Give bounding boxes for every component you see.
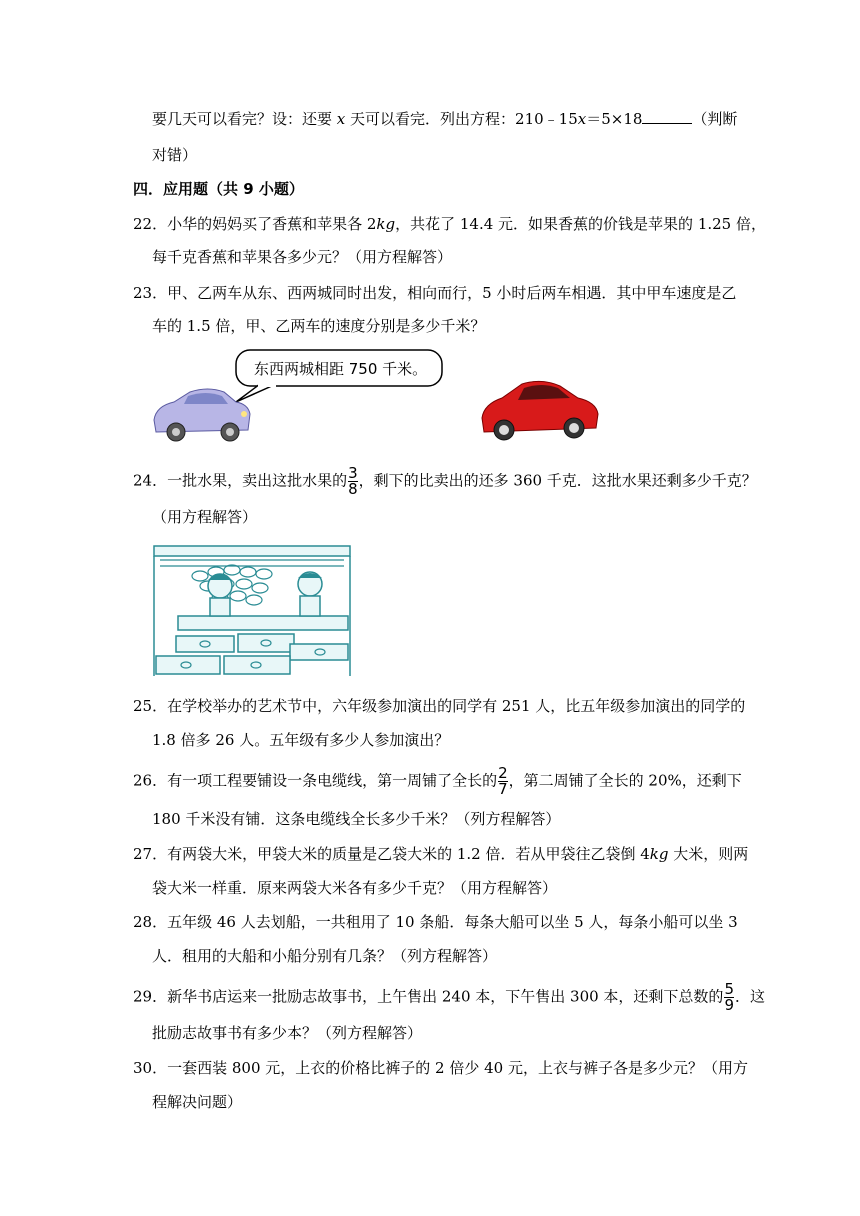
q25-line1: 25．在学校举办的艺术节中，六年级参加演出的同学有 251 人，比五年级参加演出的同学的 (133, 697, 746, 715)
q21-line2: 对错） (152, 146, 198, 164)
q27-text-a: 27．有两袋大米，甲袋大米的质量是乙袋大米的 1.2 倍．若从甲袋往乙袋倒 4 (133, 845, 650, 863)
red-car-icon (482, 381, 598, 440)
q28-line1: 28．五年级 46 人去划船，一共租用了 10 条船．每条大船可以坐 5 人，每条小船可以坐 3 (133, 913, 738, 931)
q21-text-d: （判断 (692, 110, 738, 128)
q26-denominator: 7 (498, 780, 508, 798)
q29-text-b: ．这 (734, 987, 765, 1006)
q24-line2: （用方程解答） (152, 508, 258, 526)
q29-text-a: 29．新华书店运来一批励志故事书，上午售出 240 本，下午售出 300 本，还剩下总数的 (133, 987, 724, 1006)
q27-unit: kg (649, 845, 669, 863)
q25-line2: 1.8 倍多 26 人。五年级有多少人参加演出？ (152, 731, 450, 749)
q21-text-b: 天可以看完．列出方程：210﹣15 (345, 110, 578, 128)
q24-text-a: 24．一批水果，卖出这批水果的 (133, 471, 348, 490)
q30-line1: 30．一套西装 800 元，上衣的价格比裤子的 2 倍少 40 元，上衣与裤子各是多少元？（用方 (133, 1059, 748, 1077)
q23-line1: 23．甲、乙两车从东、西两城同时出发，相向而行，5 小时后两车相遇．其中甲车速度是乙 (133, 284, 737, 302)
fruit-box (176, 636, 234, 652)
q24-figure (150, 540, 356, 680)
q24-denominator: 8 (348, 480, 358, 498)
q24-text-b: ，剩下的比卖出的还多 360 千克．这批水果还剩多少千克？ (358, 471, 757, 490)
q22-line1 (133, 213, 766, 235)
q21-line1 (152, 108, 737, 130)
q28-line2: 人．租用的大船和小船分别有几条？（列方程解答） (152, 947, 498, 965)
q27-text-b: 大米，则两 (668, 845, 749, 863)
stand-counter (178, 616, 348, 630)
q26-fraction (498, 766, 508, 797)
fruit-box (238, 634, 294, 652)
q29-line2: 批励志故事书有多少本？（列方程解答） (152, 1024, 423, 1042)
q27-line2: 袋大米一样重．原来两袋大米各有多少千克？（用方程解答） (152, 879, 558, 897)
fruit-box (224, 656, 290, 674)
q26-line2: 180 千米没有铺．这条电缆线全长多少千米？（列方程解答） (152, 810, 561, 828)
q21-var-x2: x (577, 110, 587, 128)
q26-numerator: 2 (498, 764, 508, 782)
q23-line2: 车的 1.5 倍，甲、乙两车的速度分别是多少千米？ (152, 317, 486, 335)
q29-numerator: 5 (724, 980, 734, 998)
q24-line1 (133, 466, 757, 497)
q24-numerator: 3 (348, 464, 358, 482)
q27-line1 (133, 843, 748, 865)
q30-line2: 程解决问题） (152, 1093, 243, 1111)
fruit-box (156, 656, 220, 674)
q22-text-b: ，共花了 14.4 元．如果香蕉的价钱是苹果的 1.25 倍， (395, 215, 766, 233)
q26-text-b: ，第二周铺了全长的 20%，还剩下 (508, 771, 742, 790)
section-heading: 四．应用题（共 9 小题） (133, 180, 304, 198)
q22-line2: 每千克香蕉和苹果各多少元？（用方程解答） (152, 248, 453, 266)
blue-car-icon (154, 389, 250, 441)
q29-fraction (724, 982, 734, 1013)
q21-var-x: x (336, 110, 346, 128)
q29-denominator: 9 (724, 996, 734, 1014)
speech-bubble-text: 东西两城相距 750 千米。 (254, 360, 428, 378)
q22-text-a: 22．小华的妈妈买了香蕉和苹果各 2 (133, 215, 377, 233)
fruit-box (290, 644, 348, 660)
q24-fraction (348, 466, 358, 497)
answer-blank[interactable] (642, 109, 692, 124)
q22-unit: kg (376, 215, 396, 233)
q21-text-a: 要几天可以看完？设：还要 (152, 110, 337, 128)
stand-roof (154, 546, 350, 556)
q26-line1 (133, 766, 742, 797)
q26-text-a: 26．有一项工程要铺设一条电缆线，第一周铺了全长的 (133, 771, 498, 790)
q29-line1 (133, 982, 765, 1013)
q21-text-c: ＝5×18 (586, 110, 643, 128)
